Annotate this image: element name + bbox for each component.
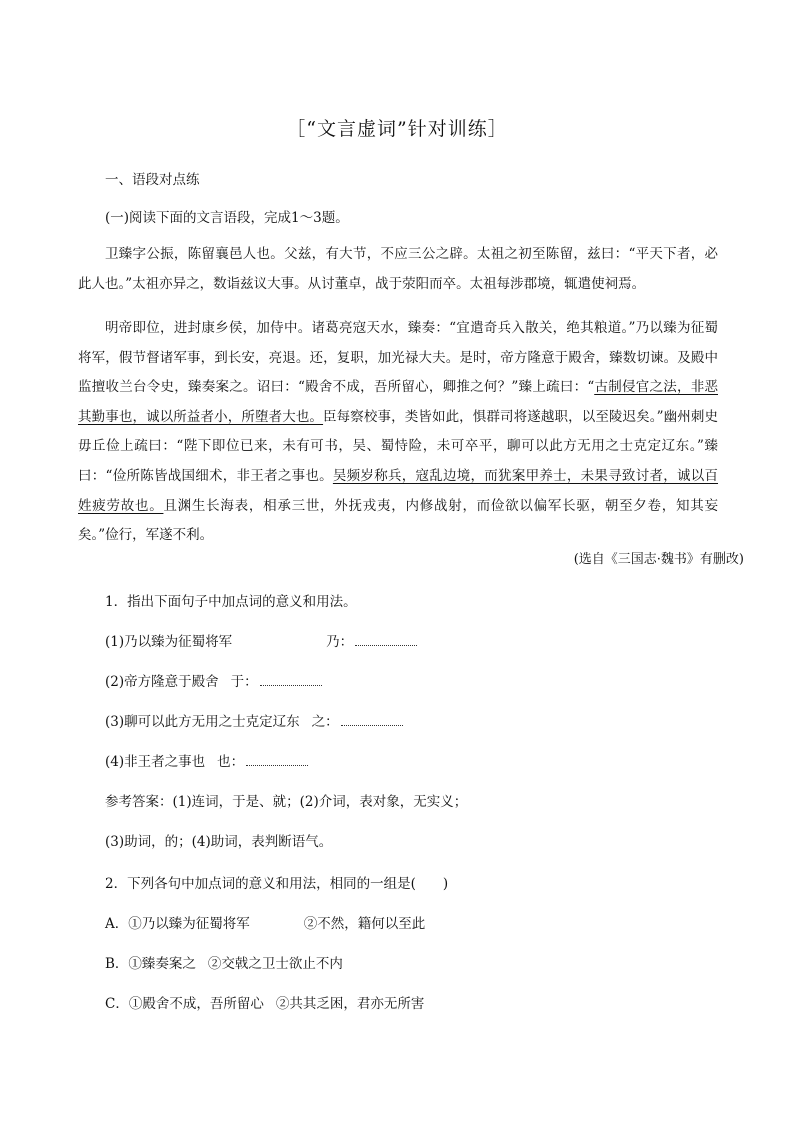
option-part-1: B．①臻奏案之 — [105, 956, 196, 972]
answer-blank[interactable] — [246, 753, 308, 766]
option-part-2: ②共其乏困，君亦无所害 — [275, 996, 425, 1012]
passage-text: 臣每察校事，类皆如此，惧群司将遂越职，以至陵迟矣。”幽州刺史毋丘俭上疏曰：“陛下即位已来，未有可书，吴、蜀恃险，未可卒平，聊可以此方无用之士克定辽东。”臻曰：“俭所陈皆战国细术，非王者之事也。 — [78, 408, 718, 484]
option-a — [105, 912, 425, 932]
question-1-item — [105, 710, 403, 730]
question-1-item — [105, 750, 308, 770]
question-1-item — [105, 670, 322, 690]
item-word: 于： — [230, 674, 258, 690]
page-title: ［“文言虚词”针对训练］ — [286, 118, 508, 140]
answer-blank[interactable] — [341, 713, 403, 726]
passage-text: 且渊生长海表，相承三世，外抚戎夷，内修战射，而俭欲以偏军长驱，朝至夕卷，知其妄矣。”俭行，军遂不利。 — [78, 497, 719, 544]
item-sentence: (3)聊可以此方无用之士克定辽东 — [105, 714, 300, 730]
item-word: 乃： — [326, 634, 354, 650]
underlined-sentence-1: 古制侵官之法，非恶其勤事也，诚以所益者小，所堕者大也。 — [78, 379, 718, 425]
subsection-heading: (一)阅读下面的文言语段，完成1～3题。 — [105, 210, 349, 226]
question-1-stem: 1．指出下面句子中加点词的意义和用法。 — [105, 594, 357, 610]
section-heading: 一、语段对点练 — [105, 172, 200, 188]
passage-paragraph-2 — [78, 314, 718, 551]
item-sentence: (1)乃以臻为征蜀将军 — [105, 634, 233, 650]
option-c — [105, 992, 424, 1012]
source-citation: (选自《三国志·魏书》有删改) — [573, 552, 744, 567]
option-part-1: A．①乃以臻为征蜀将军 — [105, 916, 250, 932]
question-2-stem: 2．下列各句中加点词的意义和用法，相同的一组是( ) — [105, 876, 449, 892]
item-word: 之： — [311, 714, 339, 730]
underlined-sentence-2: 吴频岁称兵，寇乱边境，而犹案甲养士，未果寻致讨者，诚以百姓疲劳故也。 — [78, 467, 719, 514]
reference-answer: 参考答案：(1)连词，于是、就；(2)介词，表对象，无实义； — [105, 794, 468, 810]
passage-text: 明帝即位，进封康乡侯，加侍中。诸葛亮寇天水，臻奏：“宜遣奇兵入散关，绝其粮道。”乃以臻为征蜀将军，假节督诸军事，到长安，亮退。还，复职，加光禄大夫。是时，帝方隆意于殿舍，臻数切谏。及殿中监擅收兰台令史，臻奏案之。诏曰：“殿舍不成，吾所留心，卿推之何？”臻上疏曰：“ — [78, 320, 718, 396]
item-sentence: (2)帝方隆意于殿舍 — [105, 674, 219, 690]
option-part-1: C．①殿舍不成，吾所留心 — [105, 996, 264, 1012]
item-sentence: (4)非王者之事也 — [105, 754, 206, 770]
item-word: 也： — [217, 754, 245, 770]
answer-blank[interactable] — [355, 633, 417, 646]
answer-blank[interactable] — [260, 673, 322, 686]
passage-paragraph-1: 卫臻字公振，陈留襄邑人也。父兹，有大节，不应三公之辟。太祖之初至陈留，兹曰：“平天下者，必此人也。”太祖亦异之，数诣兹议大事。从讨董卓，战于荥阳而卒。太祖每涉郡境，辄遣使祠焉。 — [78, 246, 718, 292]
reference-answer: (3)助词，的；(4)助词，表判断语气。 — [105, 834, 333, 850]
option-part-2: ②交戟之卫士欲止不内 — [207, 956, 343, 972]
question-1-item — [105, 630, 417, 650]
option-part-2: ②不然，籍何以至此 — [303, 916, 426, 932]
option-b — [105, 952, 343, 972]
